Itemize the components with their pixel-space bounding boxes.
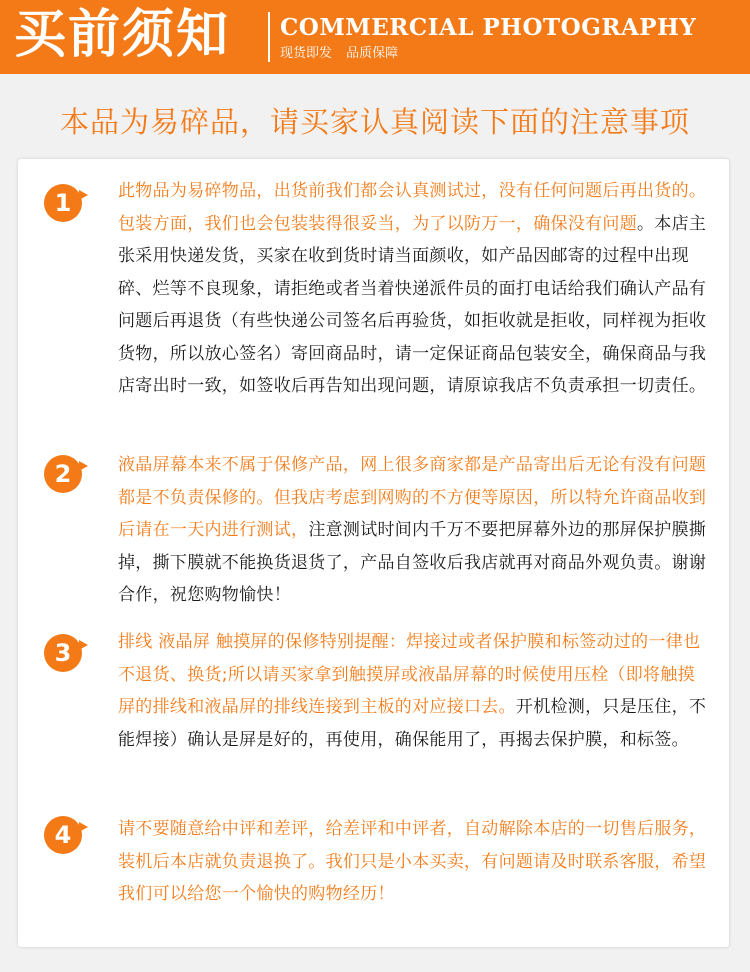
- page-title: 买前须知: [14, 4, 231, 65]
- notice-body-1: 。本店主张采用快递发货，买家在收到货时请当面颜收，如产品因邮寄的过程中出现碎、烂等不良现象，请拒绝或者当着快递派件员的面打电话给我们确认产品有问题后再退货（有些快递公司签名后再验货，如拒收就是拒收，同样视为拒收货物，所以放心签名）寄回商品时，请一定保证商品包装安全，确保商品与我店寄出时一致，如签收后再告知出现问题，请原谅我店不负责承担一切责任。: [118, 213, 707, 396]
- notice-text-2: [118, 449, 708, 612]
- notice-text-3: [118, 626, 708, 756]
- number-badge-1: 1: [44, 184, 82, 222]
- header-banner: [0, 0, 750, 74]
- notice-highlight-3: 排线 液晶屏 触摸屏的保修特别提醒：焊接过或者保护膜和标签动过的一律也不退货、换货;所以请买家拿到触摸屏或液晶屏幕的时候使用压栓（即将触摸屏的排线和液晶屏的排线连接到主板的对应接口去。: [118, 632, 701, 717]
- notice-highlight-1: 此物品为易碎物品，出货前我们都会认真测试过，没有任何问题后再出货的。包装方面，我们也会包装装得很妥当，为了以防万一，确保没有问题: [118, 181, 707, 234]
- header-divider: [268, 12, 270, 62]
- notice-headline: 本品为易碎品，请买家认真阅读下面的注意事项: [59, 105, 690, 139]
- header-tag-in-stock: 现货即发: [280, 46, 333, 61]
- notice-highlight-4: 请不要随意给中评和差评，给差评和中评者，自动解除本店的一切售后服务，装机后本店就负责退换了。我们只是小本买卖，有问题请及时联系客服，希望我们可以给您一个愉快的购物经历！: [118, 819, 707, 904]
- header-english-title: COMMERCIAL PHOTOGRAPHY: [280, 14, 697, 41]
- header-tag-quality: 品质保障: [346, 46, 399, 61]
- notice-body-3: 开机检测，只是压住，不能焊接）确认是屏是好的，再使用，确保能用了，再揭去保护膜，和标签。: [118, 697, 707, 750]
- number-badge-4: 4: [44, 816, 82, 854]
- number-badge-3: 3: [44, 634, 82, 672]
- number-badge-2: 2: [44, 455, 82, 493]
- notice-highlight-2: 液晶屏幕本来不属于保修产品，网上很多商家都是产品寄出后无论有没有问题都是不负责保修的。但我店考虑到网购的不方便等原因，所以特允许商品收到后请在一天内进行测试，: [118, 455, 707, 540]
- notice-text-4: [118, 813, 708, 911]
- notice-body-2: 注意测试时间内千万不要把屏幕外边的那屏保护膜撕掉，撕下膜就不能换货退货了，产品自签收后我店就再对商品外观负责。谢谢合作，祝您购物愉快！: [118, 520, 707, 605]
- notice-text-1: [118, 175, 708, 403]
- notice-card: [18, 159, 729, 947]
- header-tags: [280, 46, 398, 62]
